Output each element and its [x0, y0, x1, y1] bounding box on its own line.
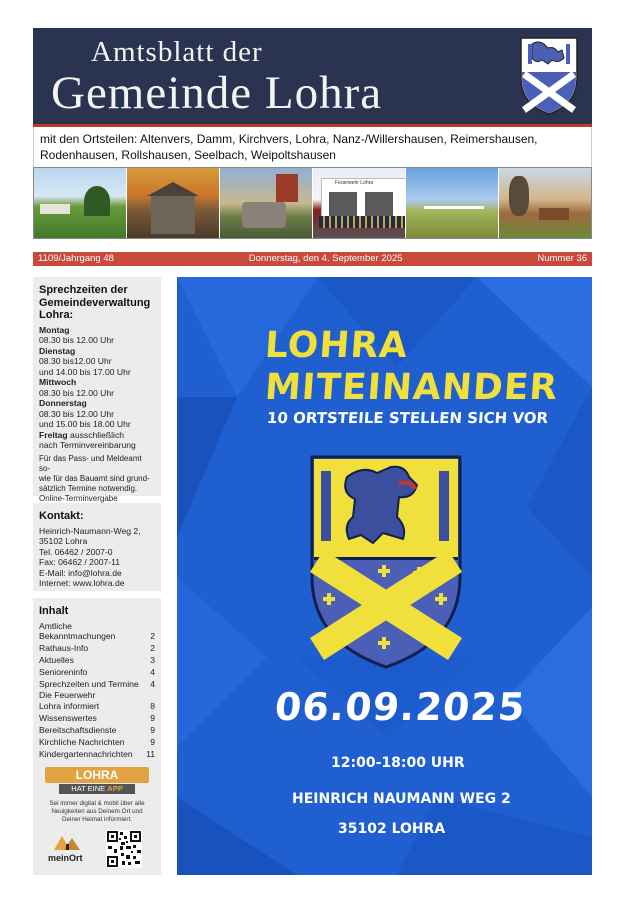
- photo-strip: [33, 167, 592, 239]
- crest-icon: [312, 457, 460, 667]
- toc-page: 9: [150, 724, 155, 735]
- toc-label-line1: Die Feuerwehr: [39, 690, 96, 701]
- note-line-3: sätzlich Termine notwendig.: [39, 483, 138, 493]
- masthead: [33, 28, 592, 125]
- office-hours-title: Sprechzeiten der Gemeindeverwaltung Lohra:: [39, 284, 151, 321]
- poster-title-line2: MITEINANDER: [263, 367, 560, 408]
- toc-page: 8: [150, 700, 155, 711]
- issue-info-bar: [33, 252, 592, 266]
- app-subtitle-prefix: HAT EINE: [71, 784, 106, 793]
- tuesday-hours-2: und 14.00 bis 17.00 Uhr: [39, 366, 131, 377]
- toc-label-line2: Bekanntmachungen: [39, 631, 116, 641]
- toc-label: Rathaus-Info: [39, 642, 89, 653]
- note-line-2: wie für das Bauamt sind grund-: [39, 473, 150, 483]
- photo-stone-well: [220, 168, 313, 238]
- contents-title: Inhalt: [39, 605, 69, 617]
- toc-page: 9: [150, 712, 155, 723]
- toc-item[interactable]: [39, 621, 155, 642]
- poster-zip-city: 35102 LOHRA: [338, 821, 446, 837]
- meinort-logo-icon: [44, 830, 94, 872]
- toc-item[interactable]: [39, 725, 155, 736]
- monday-label: Montag: [39, 324, 70, 335]
- tuesday-label: Dienstag: [39, 345, 76, 356]
- masthead-title-line1: Amtsblatt der: [91, 36, 263, 68]
- toc-label: Aktuelles: [39, 654, 74, 665]
- toc-item[interactable]: [39, 749, 155, 760]
- issue-date: Donnerstag, den 4. September 2025: [248, 253, 403, 264]
- thursday-hours-2: und 15.00 bis 18.00 Uhr: [39, 419, 131, 429]
- photo-fire-station: [313, 168, 406, 238]
- toc-label: Kindergartennachrichten: [39, 748, 133, 759]
- toc-item[interactable]: [39, 655, 155, 666]
- contact-city: 35102 Lohra: [39, 536, 88, 546]
- toc-page: 9: [150, 736, 155, 747]
- toc-label: [39, 621, 115, 642]
- friday-label: Freitag: [39, 429, 68, 440]
- toc-label: [39, 690, 99, 711]
- contact-box: [33, 503, 161, 591]
- contact-street: Heinrich-Naumann-Weg 2,: [39, 525, 141, 536]
- tuesday-hours-1: 08.30 bis12.00 Uhr: [39, 356, 112, 366]
- toc-page: 2: [150, 642, 155, 653]
- meinort-brand: meinOrt: [48, 853, 83, 863]
- office-hours-box: [33, 277, 161, 503]
- monday-hours: 08.30 bis 12.00 Uhr: [39, 335, 115, 345]
- issue-edition: 1109/Jahrgang 48: [38, 253, 114, 264]
- friday-text-2: nach Terminvereinbarung: [39, 440, 136, 450]
- wednesday-label: Mittwoch: [39, 377, 77, 387]
- toc-item[interactable]: [39, 667, 155, 678]
- friday-text-1: ausschließlich: [70, 429, 125, 440]
- toc-page: 4: [150, 678, 155, 689]
- app-title: LOHRA: [45, 767, 149, 783]
- toc-label-line1: Amtliche: [39, 620, 72, 631]
- toc-page: 2: [150, 631, 155, 641]
- app-promo-badge[interactable]: [45, 767, 149, 794]
- toc-page: 4: [150, 666, 155, 677]
- photo-stone-chapel: [127, 168, 220, 238]
- app-subtitle-highlight: APP: [107, 784, 123, 793]
- poster-street: HEINRICH NAUMANN WEG 2: [292, 791, 511, 807]
- toc-item[interactable]: [39, 679, 155, 690]
- toc-item[interactable]: [39, 643, 155, 654]
- friday-line: [39, 430, 155, 441]
- online-line-1: Online-Terminvergabe: [39, 493, 118, 503]
- poster-title-line1: LOHRA: [263, 325, 410, 366]
- toc-label: Kirchliche Nachrichten: [39, 736, 125, 747]
- masthead-title-line2: Gemeinde Lohra: [51, 67, 383, 119]
- toc-label: Bereitschaftsdienste: [39, 724, 117, 735]
- fire-station-sign: Feuerwehr Lohra: [335, 180, 374, 186]
- photo-sports-field: [406, 168, 499, 238]
- thursday-hours-1: 08.30 bis 12.00 Uhr: [39, 408, 115, 419]
- photo-village-landscape: [34, 168, 127, 238]
- poster-date: 06.09.2025: [273, 685, 528, 729]
- note-line-1: Für das Pass- und Meldeamt so-: [39, 453, 142, 473]
- app-promo-text: Sei immer digital & mobil über alle Neuigkeiten aus Deinem Ort und Deiner Heimat informiert.: [49, 800, 145, 823]
- toc-item[interactable]: [39, 737, 155, 748]
- wednesday-hours: 08.30 bis 12.00 Uhr: [39, 387, 115, 398]
- toc-label: Senioreninfo: [39, 666, 88, 677]
- toc-label: Sprechzeiten und Termine: [39, 678, 139, 689]
- toc-label-line2: Lohra informiert: [39, 700, 100, 711]
- app-subtitle: [59, 784, 135, 794]
- toc-page: 11: [146, 748, 155, 759]
- event-poster: [177, 277, 592, 875]
- toc-item[interactable]: [39, 690, 155, 711]
- qr-code-icon[interactable]: [106, 830, 142, 868]
- contact-fax: Fax: 06462 / 2007-11: [39, 557, 121, 567]
- contact-internet[interactable]: Internet: www.lohra.de: [39, 578, 125, 588]
- coat-of-arms-icon: [518, 34, 580, 116]
- contact-tel: Tel. 06462 / 2007-0: [39, 546, 113, 557]
- ortsteile-list: mit den Ortsteilen: Altenvers, Damm, Kirchvers, Lohra, Nanz-/Willershausen, Reimershausen, Rodenhausen, Rollshausen, Seelbach, Weipoltshausen: [33, 127, 592, 167]
- thursday-label: Donnerstag: [39, 398, 87, 408]
- photo-park-bench: [499, 168, 591, 238]
- poster-subtitle: 10 ORTSTEILE STELLEN SICH VOR: [266, 409, 549, 427]
- toc-page: 3: [150, 654, 155, 665]
- toc-item[interactable]: [39, 713, 155, 724]
- contact-email[interactable]: E-Mail: info@lohra.de: [39, 567, 122, 578]
- contact-title: Kontakt:: [39, 510, 84, 522]
- toc-label: Wissenswertes: [39, 712, 97, 723]
- poster-time: 12:00-18:00 UHR: [331, 755, 465, 771]
- issue-number: Nummer 36: [537, 253, 587, 264]
